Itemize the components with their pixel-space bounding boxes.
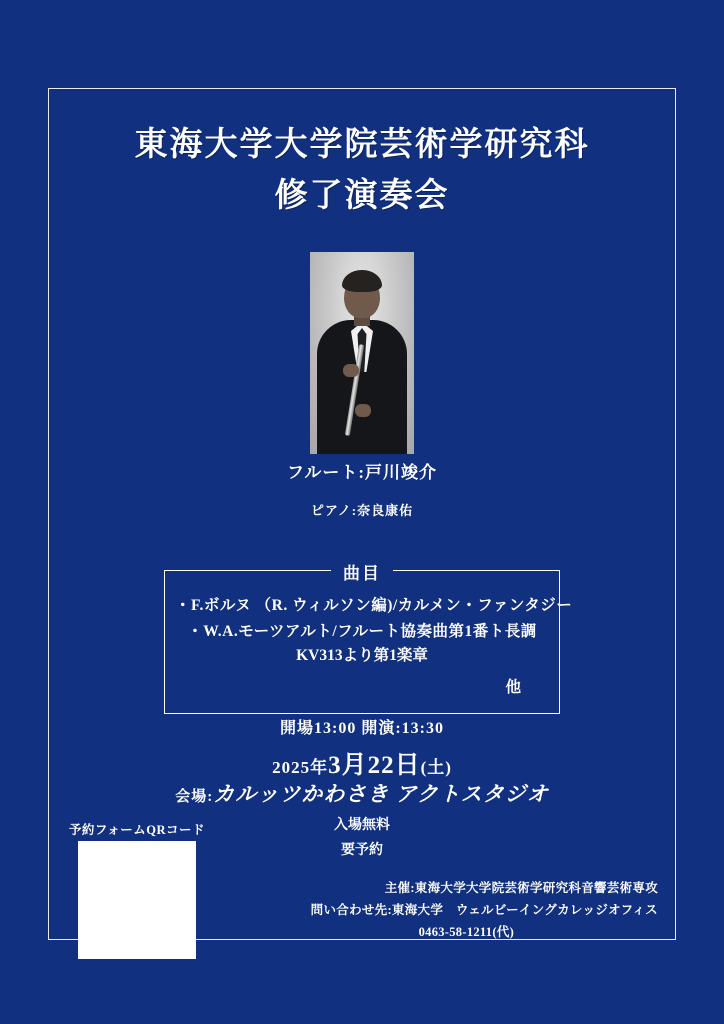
footer-contact: 問い合わせ先:東海大学 ウェルビーイングカレッジオフィス [310,902,658,917]
program-item-2-sub: KV313より第1楽章 [296,647,428,665]
performer-name: フルート:戸川竣介 [287,463,437,482]
event-date-dow: (土) [420,758,452,777]
event-date-main: 3月22日 [328,752,421,779]
event-times: 開場13:00 開演:13:30 [280,720,444,737]
program-other: 他 [505,679,521,697]
program-item-1: ・F.ボルヌ （R. ウィルソン編)/カルメン・ファンタジー [175,597,573,614]
event-date [0,745,724,781]
program-item-2: ・W.A.モーツアルト/フルート協奏曲第1番ト長調 [187,622,537,640]
page-title [0,120,724,222]
title-line-1: 東海大学大学院芸術学研究科 [134,127,590,163]
portrait-image [310,252,414,454]
program-box [164,564,573,714]
venue-prefix: 会場: [175,789,214,805]
venue-name: カルッツかわさき アクトスタジオ [213,782,549,806]
performer-photo [310,252,414,454]
reservation-required: 要予約 [341,842,383,858]
footer-phone: 0463-58-1211(代) [418,924,515,939]
admission-free: 入場無料 [334,818,390,833]
portrait-hand-lower [355,404,371,417]
qr-code-grid [82,845,192,955]
event-date-year: 2025年 [272,758,329,777]
footer-info [311,878,658,944]
qr-label: 予約フォームQRコード [68,823,206,837]
event-venue [0,778,724,808]
title-line-2: 修了演奏会 [274,178,450,215]
program-label: 曲目 [331,559,393,584]
pianist-name: ピアノ:奈良康佑 [310,503,414,518]
portrait-hand-upper [343,364,359,377]
qr-code-icon[interactable] [78,841,196,959]
footer-organizer: 主催:東海大学大学院芸術学研究科音響芸術専攻 [384,881,658,895]
